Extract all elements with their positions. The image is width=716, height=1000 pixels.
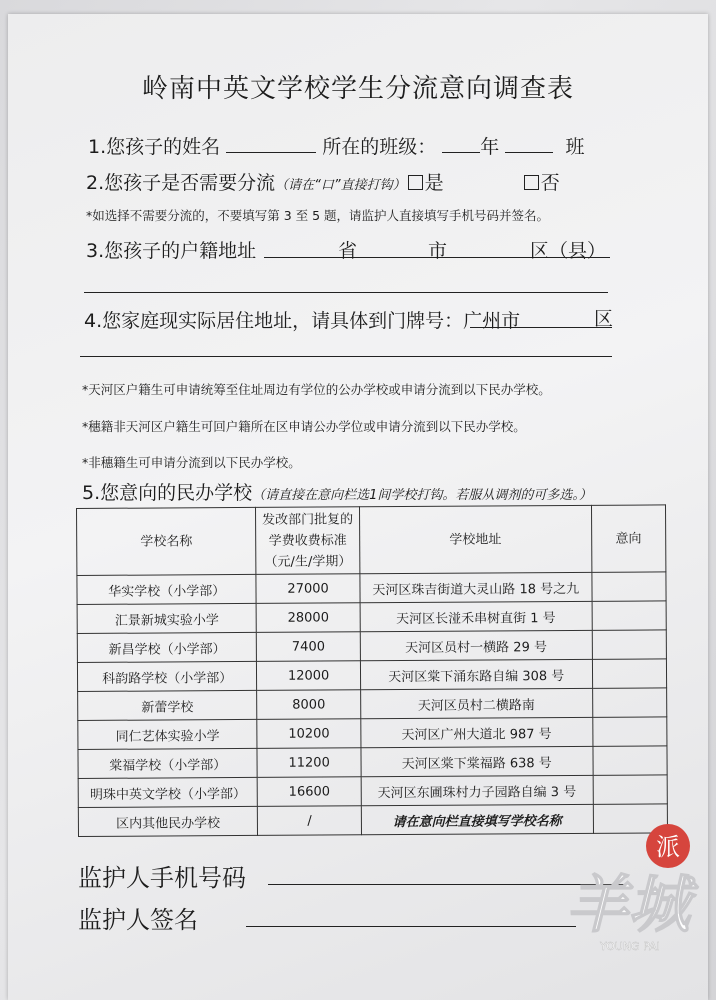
table-header-row [77,505,666,576]
school-fee: 28000 [256,603,360,633]
residence-label: 4.您家庭现实际居住地址，请具体到门牌号： [84,310,464,332]
table-row [77,659,666,692]
class-unit-label: 班 [565,136,585,158]
table-row [78,717,667,750]
table-row [77,630,666,663]
question-5 [82,478,592,505]
school-address: 请在意向栏直接填写学校名称 [361,804,593,834]
residence-district-label: 区 [594,308,614,330]
school-name: 明珠中英文学校（小学部） [78,777,258,807]
city-label: 市 [428,240,448,262]
school-name: 新昌学校（小学部） [77,632,257,662]
residence-address-line-2[interactable] [80,356,612,357]
table-row [77,601,666,634]
district-county-label: 区（县） [530,240,607,262]
question-2 [86,168,560,195]
school-name: 同仁艺体实验小学 [78,719,258,749]
class-blank[interactable] [505,152,553,153]
grade-blank[interactable] [442,152,480,153]
school-table [76,504,668,837]
school-address: 天河区珠吉街道大灵山路 18 号之九 [360,572,592,602]
question-1 [88,132,584,159]
hukou-address-line-2[interactable] [84,292,608,293]
guardian-sign-blank[interactable] [246,926,576,927]
divert-label: 2.您孩子是否需要分流 [86,172,276,194]
residence-city: 广州市 [463,310,521,332]
residence-district-blank[interactable] [470,327,612,328]
school-fee: 27000 [256,574,360,604]
skip-note: *如选择不需要分流的，不要填写第 3 至 5 题，请监护人直接填写手机号码并签名。 [86,208,550,223]
intent-cell[interactable] [592,659,667,688]
watermark-sub: YOUNG PAI [600,940,660,953]
province-label: 省 [338,240,358,262]
name-blank[interactable] [226,152,316,153]
school-choice-hint: （请直接在意向栏选1间学校打钩。若服从调剂的可多选。） [252,488,592,503]
school-choice-label: 5.您意向的民办学校 [82,482,253,504]
intent-cell[interactable] [592,717,667,746]
intent-cell[interactable] [592,688,667,717]
school-fee: 16600 [258,777,362,807]
question-4 [84,306,520,333]
header-fee [256,507,360,575]
school-address: 天河区棠下涌东路自编 308 号 [360,659,592,689]
intent-cell[interactable] [592,630,667,659]
school-fee: 10200 [257,719,361,749]
intent-cell[interactable] [593,746,668,775]
table-row [78,746,667,779]
school-address: 天河区员村二横路南 [360,688,592,718]
watermark-text: 羊城 [566,868,691,941]
header-fee-line-1: 发改部门批复的 [262,511,354,528]
grade-label: 年 [480,136,500,158]
school-fee: 7400 [257,632,361,662]
header-intent: 意向 [591,505,666,572]
yangcheng-pai-logo [562,816,712,966]
header-address: 学校地址 [359,505,591,573]
school-name: 华实学校（小学部） [77,574,257,604]
page-title: 岭南中英文学校学生分流意向调查表 [141,74,574,104]
name-label: 1.您孩子的姓名 [88,136,221,158]
question-3 [86,236,256,263]
school-address: 天河区棠下棠福路 638 号 [361,746,593,776]
guardian-sign-label: 监护人签名 [78,906,198,934]
school-address: 天河区东圃珠村力子园路自编 3 号 [361,775,593,805]
header-fee-line-2: 学费收费标准 [268,532,347,549]
yes-checkbox[interactable] [408,175,423,190]
table-row [78,688,667,721]
yes-label: 是 [424,172,444,194]
school-address: 天河区广州大道北 987 号 [361,717,593,747]
school-name: 科韵路学校（小学部） [77,661,257,691]
intent-cell[interactable] [592,601,667,630]
school-address: 天河区员村一横路 29 号 [360,630,592,660]
class-label: 所在的班级： [322,136,437,158]
guardian-phone-label: 监护人手机号码 [78,864,246,892]
note-non-guangzhou: *非穗籍生可申请分流到以下民办学校。 [82,455,301,470]
school-name: 棠福学校（小学部） [78,748,258,778]
intent-cell[interactable] [593,775,668,804]
note-guangzhou: *穗籍非天河区户籍生可回户籍所在区申请公办学位或申请分流到以下民办学校。 [82,419,526,434]
school-name: 新蕾学校 [78,690,258,720]
hukou-label: 3.您孩子的户籍地址 [86,240,257,262]
school-fee: 12000 [257,661,361,691]
school-fee: 11200 [257,748,361,778]
school-address: 天河区长湴禾串树直街 1 号 [360,601,592,631]
note-tianhe: *天河区户籍生可申请统筹至住址周边有学位的公办学校或申请分流到以下民办学校。 [82,382,551,397]
no-label: 否 [540,172,560,194]
intent-cell[interactable] [592,572,667,601]
table-row [77,572,666,605]
header-school-name: 学校名称 [77,507,257,575]
school-fee: 8000 [257,690,361,720]
badge-char: 派 [656,833,680,861]
school-fee: / [258,806,362,836]
no-checkbox[interactable] [524,175,539,190]
divert-hint: （请在“口”直接打钩） [275,178,406,193]
header-fee-line-3: （元/生/学期） [264,553,352,570]
school-name: 汇景新城实验小学 [77,603,257,633]
table-row [78,775,667,808]
school-name: 区内其他民办学校 [78,806,258,836]
